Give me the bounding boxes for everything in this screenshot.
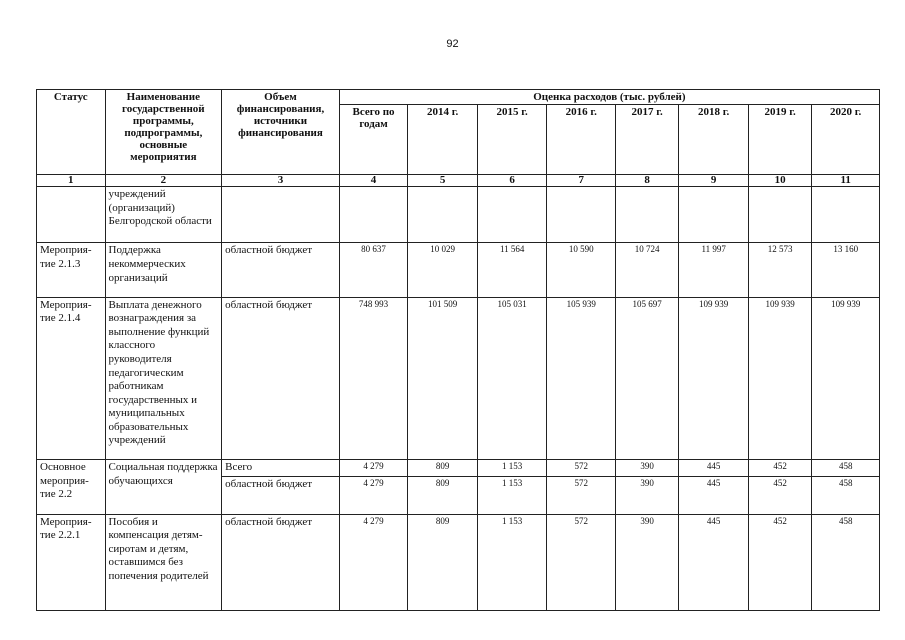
value-cell: 390: [615, 514, 678, 610]
value-cell: 445: [679, 514, 749, 610]
row-status: Мероприя-тие 2.1.4: [37, 297, 106, 459]
row-status: Основное мероприя-тие 2.2: [37, 459, 106, 514]
header-year: 2018 г.: [679, 105, 749, 175]
value-cell: 10 029: [408, 243, 478, 297]
row-name: Поддержка некоммерческих организаций: [105, 243, 222, 297]
page-number: 92: [446, 38, 459, 50]
column-number: 9: [679, 175, 749, 187]
column-number: 11: [812, 175, 880, 187]
value-cell: 572: [547, 514, 616, 610]
value-cell: 748 993: [339, 297, 408, 459]
value-cell: 10 724: [615, 243, 678, 297]
row-status: Мероприя-тие 2.2.1: [37, 514, 106, 610]
value-cell: 458: [812, 476, 880, 514]
value-cell: 4 279: [339, 459, 408, 476]
value-cell: 572: [547, 459, 616, 476]
header-year: 2019 г.: [748, 105, 811, 175]
row-source: областной бюджет: [222, 243, 340, 297]
row-source: Всего: [222, 459, 340, 476]
value-cell: 445: [679, 476, 749, 514]
value-cell: 12 573: [748, 243, 811, 297]
value-cell: 445: [679, 459, 749, 476]
header-year: 2016 г.: [547, 105, 616, 175]
value-cell: 4 279: [339, 476, 408, 514]
value-cell: 109 939: [812, 297, 880, 459]
table-row: [37, 243, 880, 297]
row-name: Пособия и компенсация детям-сиротам и детям, оставшимся без попечения родителей: [105, 514, 222, 610]
header-year: 2020 г.: [812, 105, 880, 175]
column-number: 8: [615, 175, 678, 187]
column-number-row: [37, 175, 880, 187]
value-cell: 572: [547, 476, 616, 514]
column-number: 3: [222, 175, 340, 187]
header-row: [37, 90, 880, 105]
column-number: 4: [339, 175, 408, 187]
row-source: областной бюджет: [222, 297, 340, 459]
value-cell: 452: [748, 459, 811, 476]
value-cell: 101 509: [408, 297, 478, 459]
table-row: [37, 459, 880, 476]
table-row: [37, 514, 880, 610]
continuation-row: [37, 187, 880, 243]
row-name: Социальная поддержка обучающихся: [105, 459, 222, 514]
header-year: 2017 г.: [615, 105, 678, 175]
column-number: 6: [477, 175, 547, 187]
value-cell: 390: [615, 476, 678, 514]
column-number: 10: [748, 175, 811, 187]
value-cell: 452: [748, 514, 811, 610]
budget-table: [36, 89, 880, 611]
value-cell: 11 997: [679, 243, 749, 297]
value-cell: 11 564: [477, 243, 547, 297]
header-estimate: Оценка расходов (тыс. рублей): [339, 90, 879, 105]
value-cell: 105 939: [547, 297, 616, 459]
column-number: 2: [105, 175, 222, 187]
value-cell: 452: [748, 476, 811, 514]
value-cell: 458: [812, 514, 880, 610]
column-number: 7: [547, 175, 616, 187]
row-status: Мероприя-тие 2.1.3: [37, 243, 106, 297]
row-source: областной бюджет: [222, 476, 340, 514]
value-cell: 105 031: [477, 297, 547, 459]
row-source: областной бюджет: [222, 514, 340, 610]
value-cell: 10 590: [547, 243, 616, 297]
header-name: Наименование государственной программы, подпрограммы, основные мероприятия: [105, 90, 222, 175]
value-cell: 13 160: [812, 243, 880, 297]
value-cell: 809: [408, 459, 478, 476]
row-name: Выплата денежного вознаграждения за выполнение функций классного руководителя педагогическим работникам государственных и муниципальных образовательных учреждений: [105, 297, 222, 459]
value-cell: 1 153: [477, 514, 547, 610]
column-number: 1: [37, 175, 106, 187]
value-cell: 390: [615, 459, 678, 476]
value-cell: 80 637: [339, 243, 408, 297]
value-cell: 1 153: [477, 459, 547, 476]
header-status: Статус: [37, 90, 106, 175]
value-cell: 1 153: [477, 476, 547, 514]
column-number: 5: [408, 175, 478, 187]
value-cell: 4 279: [339, 514, 408, 610]
header-year: 2014 г.: [408, 105, 478, 175]
row-name: учреждений (организаций) Белгородской области: [105, 187, 222, 243]
value-cell: 458: [812, 459, 880, 476]
value-cell: 809: [408, 514, 478, 610]
header-year: Всего по годам: [339, 105, 408, 175]
header-year: 2015 г.: [477, 105, 547, 175]
value-cell: 109 939: [679, 297, 749, 459]
value-cell: 809: [408, 476, 478, 514]
table-row: [37, 297, 880, 459]
header-funding: Объем финансирования, источники финансирования: [222, 90, 340, 175]
value-cell: 109 939: [748, 297, 811, 459]
value-cell: 105 697: [615, 297, 678, 459]
